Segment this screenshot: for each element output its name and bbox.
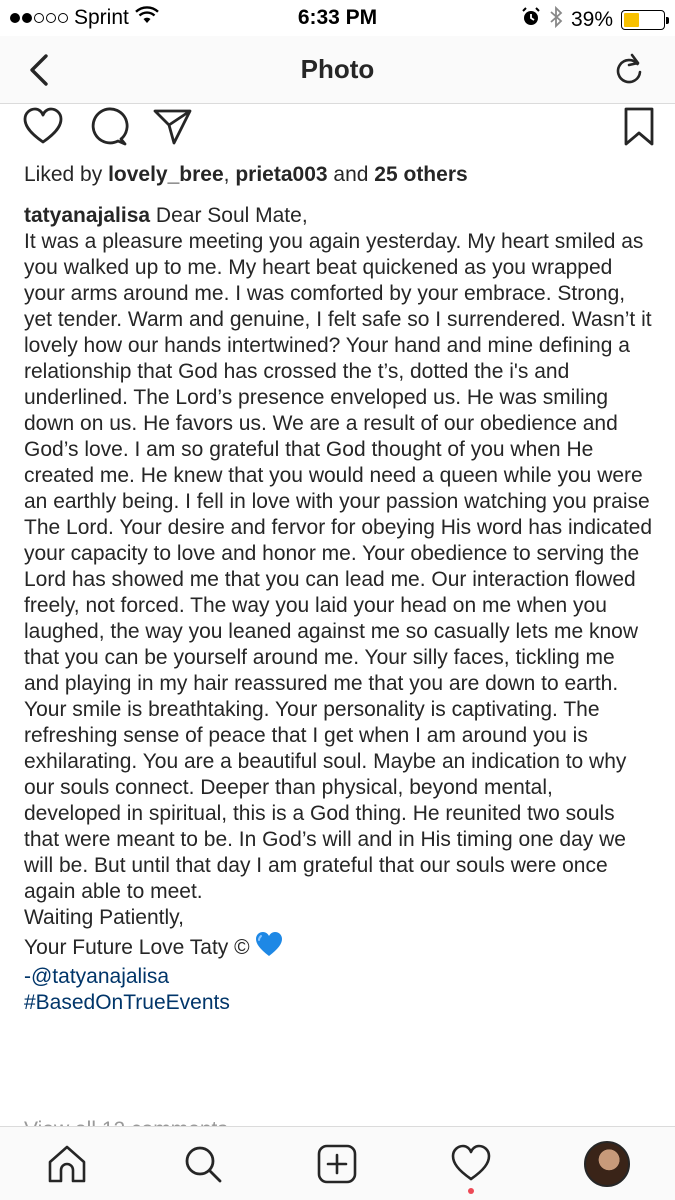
refresh-icon[interactable] — [611, 52, 647, 88]
page-title: Photo — [300, 54, 375, 84]
status-time: 6:33 PM — [297, 6, 378, 29]
likes-separator: , — [223, 163, 230, 186]
caption-header — [24, 203, 654, 229]
status-bar — [0, 0, 675, 36]
view-comments-link[interactable] — [24, 1118, 228, 1126]
search-icon[interactable] — [182, 1143, 224, 1185]
liker-username[interactable]: lovely_bree — [108, 163, 224, 186]
comment-icon[interactable] — [88, 106, 130, 148]
caption-closing: Waiting Patiently, — [24, 906, 184, 929]
blue-heart-icon — [255, 931, 283, 964]
caption-greeting: Dear Soul Mate, — [155, 204, 308, 227]
caption-mention-link[interactable]: -@tatyanajalisa — [24, 965, 170, 988]
carrier-label: Sprint — [74, 6, 129, 29]
heart-icon[interactable] — [22, 106, 64, 148]
battery-level-fill — [624, 13, 639, 27]
status-right — [521, 6, 665, 34]
add-post-icon[interactable] — [316, 1143, 358, 1185]
likes-prefix: Liked by — [24, 163, 103, 186]
likes-and: and — [333, 163, 369, 186]
activity-notification-dot — [468, 1188, 474, 1194]
caption-signature: Your Future Love Taty © — [24, 936, 250, 959]
share-icon[interactable] — [152, 106, 194, 148]
home-icon[interactable] — [46, 1143, 88, 1185]
bottom-tab-bar — [0, 1126, 675, 1200]
likes-summary — [24, 163, 468, 187]
post-caption — [24, 203, 654, 1016]
bookmark-icon[interactable] — [618, 106, 660, 148]
likes-others-link[interactable]: 25 others — [374, 163, 468, 186]
battery-percent: 39% — [570, 8, 613, 31]
liker-username[interactable]: prieta003 — [235, 163, 328, 186]
alarm-icon — [521, 7, 541, 33]
caption-signature-line — [24, 931, 654, 964]
bluetooth-icon — [549, 6, 563, 34]
post-actions — [0, 104, 675, 150]
profile-avatar[interactable] — [584, 1141, 630, 1187]
battery-icon — [621, 10, 665, 30]
activity-heart-icon[interactable] — [450, 1143, 492, 1185]
caption-hashtag-link[interactable]: #BasedOnTrueEvents — [24, 991, 230, 1014]
caption-username[interactable]: tatyanajalisa — [24, 204, 151, 227]
navigation-bar — [0, 36, 675, 104]
caption-body: It was a pleasure meeting you again yesterday. My heart smiled as you walked up to me. My heart beat quickened as you wrapped your arms around me. I was comforted by your embrace. Strong, yet tender. Warm and genuine, I felt safe so I surrendered. Wasn’t it lovely how our hands intertwined? Your hand and mine defining a relationship that God has crossed the t’s, dotted the i's and underlined. The Lord’s presence enveloped us. He was smiling down on us. He favors us. We are a result of our obedience and God’s love. I am so grateful that God thought of you when He created me. He knew that you would need a queen while you were an earthly being. I fell in love with your passion watching you praise The Lord. Your desire and fervor for obeying His word has indicated your capacity to love and honor me. Your obedience to serving the Lord has showed me that you can lead me. Our interaction flowed freely, not forced. The way you laid your head on me when you laughed, the way you leaned against me so casually lets me know that you can be yourself around me. Your silly faces, tickling me and playing in my hair reassured me that you are down to earth. Your smile is breathtaking. Your personality is captivating. The refreshing sense of peace that I get when I am around you is exhilarating. You are a beautiful soul. Maybe an indication to why our souls connect. Deeper than physical, beyond mental, developed in spiritual, this is a God thing. He reunited two souls that were meant to be. In God’s will and in His timing one day we will be. But until that day I am grateful that our souls were once again able to meet. — [24, 230, 653, 903]
